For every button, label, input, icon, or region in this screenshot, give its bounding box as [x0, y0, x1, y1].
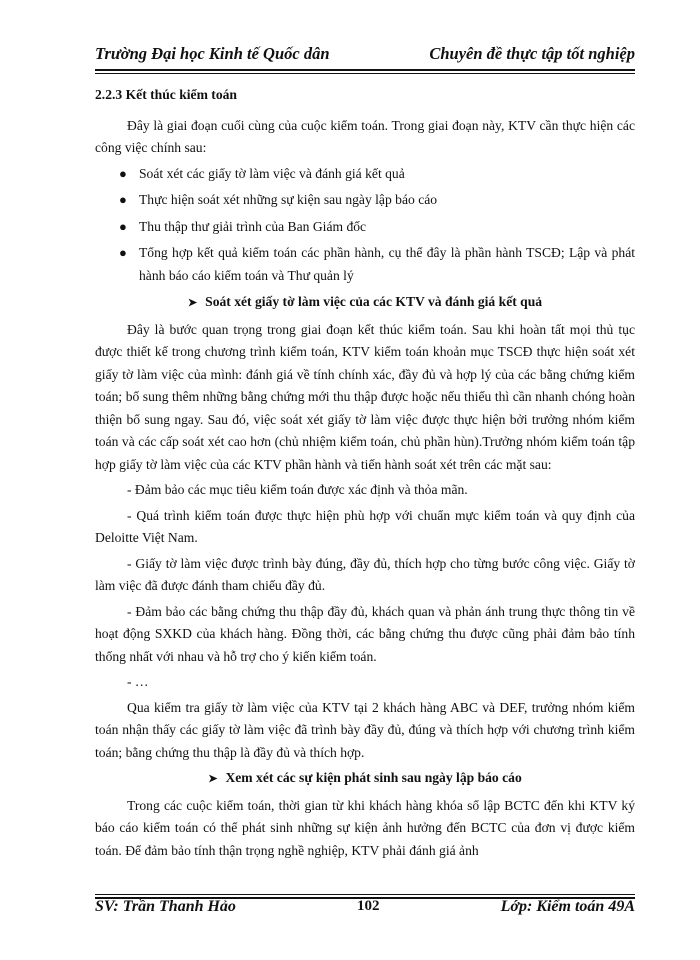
review-point: - Giấy tờ làm việc được trình bày đúng, đầy đủ, thích hợp cho từng bước công việc. Giấy tờ làm việc đã được đánh tham chiếu đầy đủ.: [95, 555, 635, 593]
disc-bullet-icon: ●: [119, 245, 127, 260]
intro-paragraph: Đây là giai đoạn cuối cùng của cuộc kiểm toán. Trong giai đoạn này, KTV cần thực hiện các công việc chính sau:: [95, 117, 635, 155]
footer-rule-thin: [95, 894, 635, 895]
subsection-heading-2: ➤ Xem xét các sự kiện phát sinh sau ngày lập báo cáo: [95, 767, 635, 791]
disc-bullet-icon: ●: [119, 192, 127, 207]
header-university: Trường Đại học Kinh tế Quốc dân: [95, 44, 330, 63]
page-footer: [95, 898, 635, 922]
list-item: ● Thu thập thư giải trình của Ban Giám đốc: [95, 216, 635, 239]
section-title: 2.2.3 Kết thúc kiểm toán: [95, 87, 237, 102]
subsection-heading-1: ➤ Soát xét giấy tờ làm việc của các KTV và đánh giá kết quả: [95, 291, 635, 315]
conclusion-paragraph: Qua kiểm tra giấy tờ làm việc của KTV tại 2 khách hàng ABC và DEF, trưởng nhóm kiểm toán nhận thấy các giấy tờ làm việc đã trình bày đầy đủ, đúng và thích hợp với chương trình kiểm toán; bằng chứng thu thập là đầy đủ và thích hợp.: [95, 699, 635, 760]
arrowhead-icon: ➤: [208, 773, 218, 785]
arrowhead-icon: ➤: [187, 297, 198, 309]
review-point: - …: [127, 674, 149, 689]
disc-bullet-icon: ●: [119, 218, 127, 234]
task-list: [95, 163, 635, 288]
review-paragraph: Đây là bước quan trọng trong giai đoạn kết thúc kiểm toán. Sau khi hoàn tất mọi thủ tục được thiết kế trong chương trình kiểm toán, KTV kiểm toán khoản mục TSCĐ thực hiện soát xét giấy tờ làm việc của mình: đánh giá về tính chính xác, đầy đủ và hợp lý của các bằng chứng kiểm toán; bổ sung thêm những bằng chứng mới thu thập được hoặc nếu thiếu thì cần nhanh chóng hoàn thiện bổ sung ngay. Sau đó, việc soát xét giấy tờ làm việc được thực hiện bởi trưởng nhóm kiểm toán và các cấp soát xét cao hơn (chủ nhiệm kiểm toán, chủ phần hùn).Trưởng nhóm kiểm toán tập hợp giấy tờ làm việc của các KTV phần hành và tiến hành soát xét trên các mặt sau:: [95, 321, 635, 472]
page-body: [95, 84, 635, 865]
list-item: ● Thực hiện soát xét những sự kiện sau ngày lập báo cáo: [95, 189, 635, 212]
review-point: - Đảm bảo các bằng chứng thu thập đầy đủ, khách quan và phản ánh trung thực thông tin về hoạt động SXKD của khách hàng. Đồng thời, các bằng chứng thu được cũng phải đảm bảo tính thống nhất với nhau và hỗ trợ cho ý kiến kiểm toán.: [95, 603, 635, 664]
footer-class: Lớp: Kiểm toán 49A: [500, 898, 635, 915]
header-rule: [95, 69, 635, 71]
page-number: 102: [357, 898, 380, 914]
page-header: [95, 44, 635, 66]
list-item: ● Soát xét các giấy tờ làm việc và đánh giá kết quả: [95, 163, 635, 186]
footer-student: SV: Trần Thanh Hảo: [95, 898, 236, 915]
disc-bullet-icon: ●: [119, 165, 127, 181]
header-rule-thin: [95, 73, 635, 74]
subsequent-events-paragraph: Trong các cuộc kiểm toán, thời gian từ khi khách hàng khóa sổ lập BCTC đến khi KTV ký báo cáo kiểm toán có thể phát sinh những sự kiện ảnh hưởng đến BCTC của đơn vị được kiểm toán. Để đảm bảo tính thận trọng nghề nghiệp, KTV phải đánh giá ảnh: [95, 797, 635, 858]
list-item: ● Tổng hợp kết quả kiểm toán các phần hành, cụ thể đây là phần hành TSCĐ; Lập và phát hành báo cáo kiểm toán và Thư quản lý: [95, 242, 635, 287]
header-report-title: Chuyên đề thực tập tốt nghiệp: [429, 44, 635, 63]
review-point: - Đảm bảo các mục tiêu kiểm toán được xác định và thỏa mãn.: [127, 482, 468, 497]
review-point: - Quá trình kiểm toán được thực hiện phù hợp với chuẩn mực kiểm toán và quy định của Deloitte Việt Nam.: [95, 507, 635, 545]
